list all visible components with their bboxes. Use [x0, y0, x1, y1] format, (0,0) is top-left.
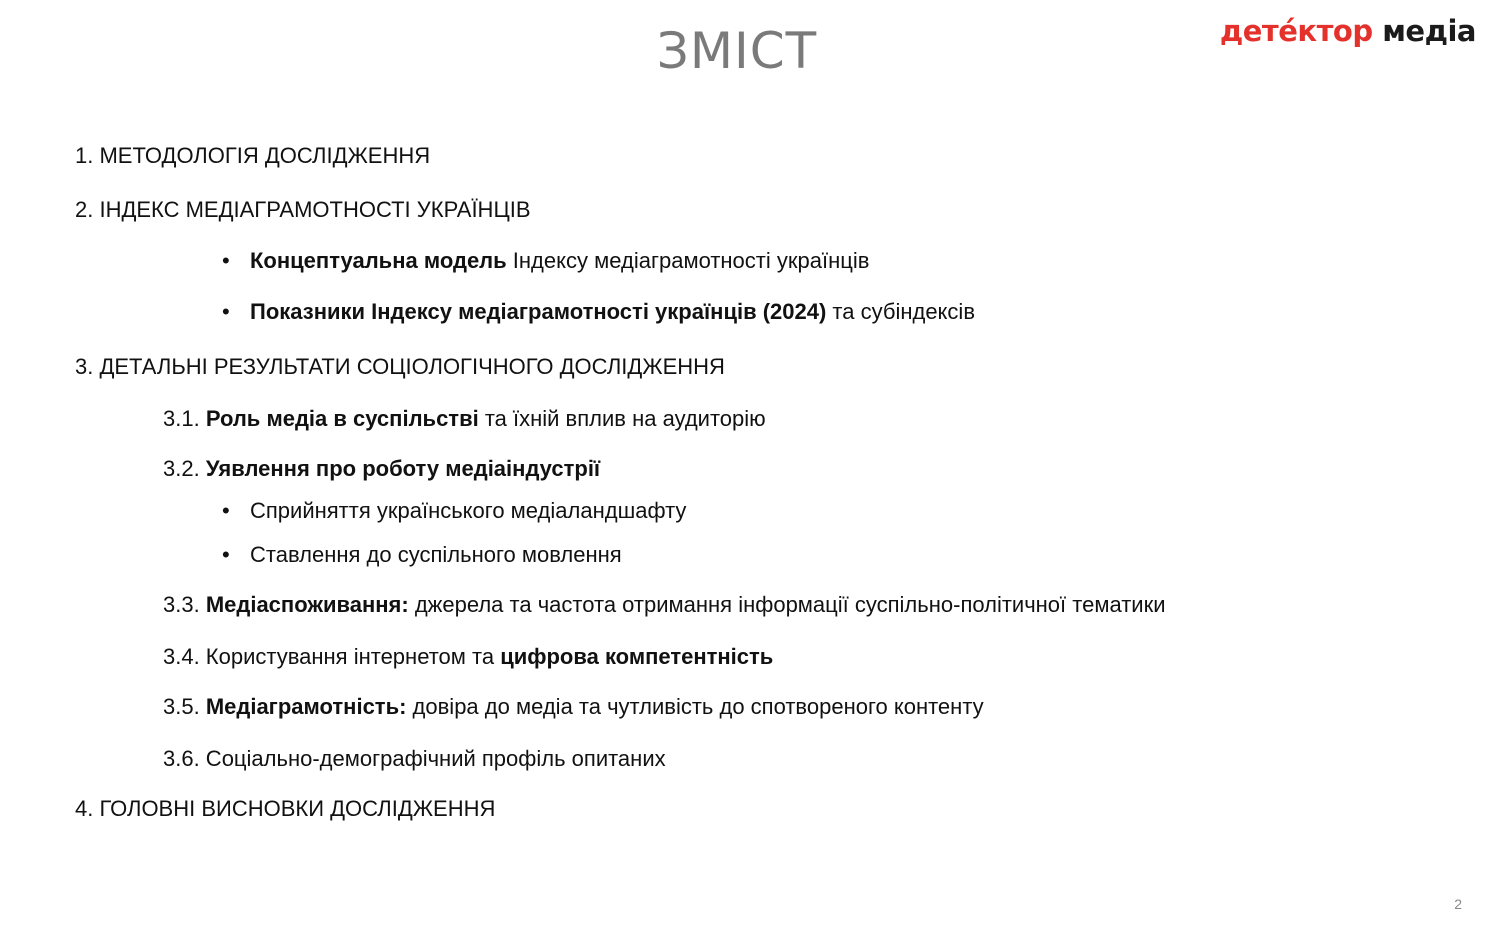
toc-item-2 [75, 197, 531, 223]
toc-item-2-bullet-2-bold: Показники Індексу медіаграмотності українців (2024) [250, 299, 827, 324]
toc-item-3-2-bullet-2 [222, 542, 622, 568]
detector-media-logo [1220, 14, 1476, 48]
toc-item-3-2 [163, 456, 600, 482]
toc-item-3-2-bullet-1 [222, 498, 686, 524]
toc-item-3-5-rest: довіра до медіа та чутливість до спотвореного контенту [406, 694, 984, 719]
toc-item-3-1-bold: Роль медіа в суспільстві [205, 406, 479, 431]
toc-item-2-bullet-2 [222, 299, 975, 325]
toc-item-3-text: 3. ДЕТАЛЬНІ РЕЗУЛЬТАТИ СОЦІОЛОГІЧНОГО ДОСЛІДЖЕННЯ [75, 354, 725, 379]
toc-item-4 [75, 796, 495, 822]
toc-item-3-2-bullet-2-text: Ставлення до суспільного мовлення [250, 542, 622, 567]
logo-part-dark: медіа [1372, 14, 1476, 48]
toc-item-3-3-num: 3.3. [163, 592, 206, 617]
toc-item-3-5 [163, 694, 984, 720]
logo-part-red: детéктор [1219, 14, 1373, 48]
toc-item-3-2-num: 3.2. [163, 456, 206, 481]
toc-item-1 [75, 143, 430, 169]
toc-item-3-4-pre: 3.4. Користування інтернетом та [163, 644, 501, 669]
toc-item-2-bullet-1-rest: Індексу медіаграмотності українців [506, 248, 870, 273]
toc-item-2-bullet-2-rest: та субіндексів [826, 299, 976, 324]
toc-item-2-text: 2. ІНДЕКС МЕДІАГРАМОТНОСТІ УКРАЇНЦІВ [75, 197, 531, 222]
toc-item-1-text: 1. МЕТОДОЛОГІЯ ДОСЛІДЖЕННЯ [75, 143, 431, 168]
toc-item-2-bullet-1-bold: Концептуальна модель [250, 248, 507, 273]
toc-item-3-6-text: 3.6. Соціально-демографічний профіль опитаних [163, 746, 666, 771]
toc-item-3-6 [163, 746, 666, 772]
bullet-icon: • [222, 542, 230, 567]
page-number: 2 [1454, 896, 1462, 912]
bullet-icon: • [222, 248, 230, 273]
toc-item-3-1 [163, 406, 766, 432]
toc-item-3-1-rest: та їхній вплив на аудиторію [478, 406, 766, 431]
toc-item-3-1-num: 3.1. [163, 406, 206, 431]
toc-item-3-4 [163, 644, 773, 670]
toc-item-3-3-rest: джерела та частота отримання інформації суспільно-політичної тематики [408, 592, 1166, 617]
toc-item-3-5-bold: Медіаграмотність: [205, 694, 407, 719]
toc-item-3-4-bold: цифрова компетентність [500, 644, 774, 669]
bullet-icon: • [222, 498, 230, 523]
toc-item-4-text: 4. ГОЛОВНІ ВИСНОВКИ ДОСЛІДЖЕННЯ [75, 796, 496, 821]
toc-item-3-3 [163, 592, 1166, 618]
bullet-icon: • [222, 299, 230, 324]
toc-item-3-2-bullet-1-text: Сприйняття українського медіаландшафту [250, 498, 687, 523]
toc-item-3-2-bold: Уявлення про роботу медіаіндустрії [205, 456, 601, 481]
toc-item-3-5-num: 3.5. [163, 694, 206, 719]
toc-item-3 [75, 354, 725, 380]
toc-item-2-bullet-1 [222, 248, 869, 274]
page-title: ЗМІСТ [656, 22, 818, 80]
toc-item-3-3-bold: Медіаспоживання: [205, 592, 409, 617]
